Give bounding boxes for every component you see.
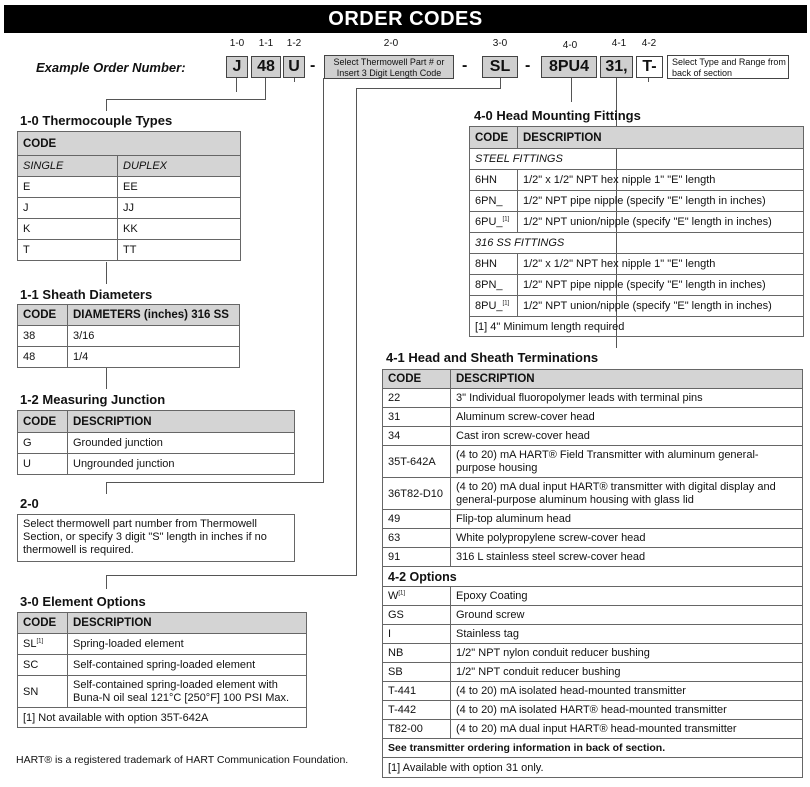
cell-code: T-441 — [383, 682, 451, 701]
connector-line — [648, 78, 649, 82]
connector-line — [265, 78, 266, 100]
cell-description: 3/16 — [68, 326, 240, 347]
table-row — [383, 446, 803, 478]
cell-code: 8HN — [470, 254, 518, 275]
sheath-diameter-table — [17, 304, 240, 368]
column-header: DESCRIPTION — [68, 613, 307, 634]
table-row — [383, 529, 803, 548]
code-box-thermocouple: J — [226, 56, 248, 78]
separator-dash: - — [525, 57, 531, 74]
footnote: [1] 4" Minimum length required — [470, 317, 804, 337]
table-row — [18, 198, 241, 219]
connector-line — [106, 262, 107, 284]
cell-description: 1/2" x 1/2" NPT hex nipple 1" "E" length — [518, 170, 804, 191]
element-options-table — [17, 612, 307, 728]
cell-code: 63 — [383, 529, 451, 548]
separator-dash: - — [462, 57, 468, 74]
segment-number: 2-0 — [383, 38, 399, 49]
cell-code: SN — [18, 676, 68, 708]
table-row — [383, 389, 803, 408]
cell-description: Ungrounded junction — [68, 454, 295, 475]
cell-description: 1/2" NPT pipe nipple (specify "E" length in inches) — [518, 275, 804, 296]
cell-description: (4 to 20) mA dual input HART® transmitter with digital display and general-purpose aluminum housing with glass lid — [451, 478, 803, 510]
cell-code: NB — [383, 644, 451, 663]
table-row — [383, 720, 803, 739]
cell-code: 38 — [18, 326, 68, 347]
column-header: SINGLE — [18, 156, 118, 177]
cell-description: 1/4 — [68, 347, 240, 368]
cell-description: 1/2" NPT conduit reducer bushing — [451, 663, 803, 682]
connector-line — [236, 78, 237, 92]
cell-code: 35T-642A — [383, 446, 451, 478]
column-header: DIAMETERS (inches) 316 SS — [68, 305, 240, 326]
table-row — [470, 275, 804, 296]
footnote: [1] Available with option 31 only. — [383, 758, 803, 778]
section-title-1-1: 1-1 Sheath Diameters — [20, 287, 153, 302]
table-row — [18, 326, 240, 347]
cell-code: T-442 — [383, 701, 451, 720]
connector-line — [356, 88, 357, 575]
column-header: CODE — [18, 411, 68, 433]
head-fittings-table — [469, 126, 804, 337]
section-title-4-0: 4-0 Head Mounting Fittings — [474, 108, 641, 123]
cell-description: Self-contained spring-loaded element with Buna-N oil seal 121°C [250°F] 100 PSI Max. — [68, 676, 307, 708]
table-row — [470, 170, 804, 191]
thermocouple-table — [17, 131, 241, 261]
cell-code: 8PU_[1] — [470, 296, 518, 317]
cell-code: T82-00 — [383, 720, 451, 739]
cell-code: K — [18, 219, 118, 240]
table-row — [383, 625, 803, 644]
connector-line — [106, 367, 107, 389]
cell-code: 91 — [383, 548, 451, 567]
table-row — [18, 219, 241, 240]
column-header: DESCRIPTION — [451, 370, 803, 389]
connector-line — [106, 482, 107, 494]
cell-description: (4 to 20) mA isolated head-mounted transmitter — [451, 682, 803, 701]
connector-line — [500, 78, 501, 89]
connector-line — [106, 575, 107, 589]
table-row — [18, 655, 307, 676]
cell-description: 1/2" NPT union/nipple (specify "E" length in inches) — [518, 296, 804, 317]
cell-code: SB — [383, 663, 451, 682]
code-box-element: SL — [482, 56, 518, 78]
cell-description: (4 to 20) mA dual input HART® head-mounted transmitter — [451, 720, 803, 739]
cell-code: 6PU_[1] — [470, 212, 518, 233]
cell-code: 8PN_ — [470, 275, 518, 296]
cell-code: 36T82-D10 — [383, 478, 451, 510]
code-box-options: T- — [636, 56, 663, 78]
table-row — [18, 676, 307, 708]
cell-description: (4 to 20) mA HART® Field Transmitter with aluminum general-purpose housing — [451, 446, 803, 478]
cell-description: 1/2" NPT nylon conduit reducer bushing — [451, 644, 803, 663]
range-note: Select Type and Range from back of section — [667, 55, 789, 79]
section-title-4-1: 4-1 Head and Sheath Terminations — [386, 350, 599, 365]
cell-code: I — [383, 625, 451, 644]
cell-description: Epoxy Coating — [451, 587, 803, 606]
table-row — [383, 408, 803, 427]
table-row — [18, 454, 295, 475]
code-box-diameter: 48 — [251, 56, 281, 78]
column-header: DESCRIPTION — [518, 127, 804, 149]
column-header: CODE — [18, 613, 68, 634]
column-header: DUPLEX — [118, 156, 241, 177]
trademark-note: HART® is a registered trademark of HART Communication Foundation. — [16, 754, 349, 766]
segment-number: 4-2 — [641, 38, 657, 49]
table-row — [383, 478, 803, 510]
connector-line — [323, 78, 324, 483]
cell-code: 6HN — [470, 170, 518, 191]
table-row — [383, 644, 803, 663]
table-row — [470, 191, 804, 212]
cell-description: 3" Individual fluoropolymer leads with terminal pins — [451, 389, 803, 408]
column-header: CODE — [18, 305, 68, 326]
column-header: DESCRIPTION — [68, 411, 295, 433]
cell-description: 1/2" x 1/2" NPT hex nipple 1" "E" length — [518, 254, 804, 275]
table-row — [383, 682, 803, 701]
cell-code: 31 — [383, 408, 451, 427]
cell-code: 49 — [383, 510, 451, 529]
column-header: CODE — [383, 370, 451, 389]
cell-code: EE — [118, 177, 241, 198]
segment-number: 1-0 — [229, 38, 245, 49]
cell-code: 48 — [18, 347, 68, 368]
table-row — [383, 606, 803, 625]
cell-description: Flip-top aluminum head — [451, 510, 803, 529]
cell-description: Cast iron screw-cover head — [451, 427, 803, 446]
table-row — [470, 212, 804, 233]
cell-description: 316 L stainless steel screw-cover head — [451, 548, 803, 567]
table-row — [470, 296, 804, 317]
transmitter-note: See transmitter ordering information in back of section. — [383, 739, 803, 758]
table-row — [18, 433, 295, 454]
cell-description: (4 to 20) mA isolated HART® head-mounted transmitter — [451, 701, 803, 720]
connector-line — [294, 78, 295, 82]
footnote: [1] Not available with option 35T-642A — [18, 708, 307, 728]
cell-code: 34 — [383, 427, 451, 446]
segment-number: 3-0 — [492, 38, 508, 49]
table-row — [383, 701, 803, 720]
cell-code: W[1] — [383, 587, 451, 606]
cell-description: Stainless tag — [451, 625, 803, 644]
segment-number: 1-2 — [286, 38, 302, 49]
table-row — [18, 240, 241, 261]
cell-code: J — [18, 198, 118, 219]
code-box-fitting: 8PU4 — [541, 56, 597, 78]
cell-code: G — [18, 433, 68, 454]
segment-number: 4-0 — [562, 40, 578, 51]
cell-code: SC — [18, 655, 68, 676]
cell-description: 1/2" NPT pipe nipple (specify "E" length in inches) — [518, 191, 804, 212]
table-row — [470, 254, 804, 275]
table-row — [383, 427, 803, 446]
section-title-2-0: 2-0 — [20, 496, 39, 511]
cell-description: Ground screw — [451, 606, 803, 625]
cell-description: Self-contained spring-loaded element — [68, 655, 307, 676]
cell-description: White polypropylene screw-cover head — [451, 529, 803, 548]
cell-code: SL[1] — [18, 634, 68, 655]
cell-code: 6PN_ — [470, 191, 518, 212]
cell-code: U — [18, 454, 68, 475]
code-box-termination: 31, — [600, 56, 633, 78]
segment-number: 1-1 — [258, 38, 274, 49]
cell-description: Grounded junction — [68, 433, 295, 454]
table-row — [383, 510, 803, 529]
cell-code: T — [18, 240, 118, 261]
table-row — [383, 663, 803, 682]
junction-table — [17, 410, 295, 475]
section-title-3-0: 3-0 Element Options — [20, 594, 146, 609]
separator-dash: - — [310, 57, 316, 74]
table-row — [18, 347, 240, 368]
code-box-thermowell-note: Select Thermowell Part # or Insert 3 Digit Length Code — [324, 55, 454, 79]
connector-line — [571, 78, 572, 102]
cell-description: Spring-loaded element — [68, 634, 307, 655]
connector-line — [356, 88, 501, 89]
table-row — [383, 587, 803, 606]
cell-code: KK — [118, 219, 241, 240]
code-box-junction: U — [283, 56, 305, 78]
cell-code: JJ — [118, 198, 241, 219]
cell-code: TT — [118, 240, 241, 261]
connector-line — [106, 575, 357, 576]
cell-code: GS — [383, 606, 451, 625]
group-header: STEEL FITTINGS — [470, 149, 804, 170]
section-title-1-0: 1-0 Thermocouple Types — [20, 113, 173, 128]
connector-line — [106, 99, 107, 111]
connector-line — [106, 99, 266, 100]
group-header: 316 SS FITTINGS — [470, 233, 804, 254]
thermowell-instructions: Select thermowell part number from Thermowell Section, or specify 3 digit "S" length in inches if no thermowell is required. — [17, 514, 295, 562]
segment-number: 4-1 — [611, 38, 627, 49]
cell-description: 1/2" NPT union/nipple (specify "E" length in inches) — [518, 212, 804, 233]
example-order-label: Example Order Number: — [36, 60, 186, 75]
section-title-1-2: 1-2 Measuring Junction — [20, 392, 166, 407]
section-title-4-2: 4-2 Options — [383, 567, 803, 587]
cell-code: 22 — [383, 389, 451, 408]
table-row — [18, 634, 307, 655]
column-header: CODE — [470, 127, 518, 149]
table-row — [18, 177, 241, 198]
page-title: ORDER CODES — [4, 5, 807, 33]
terminations-table — [382, 369, 803, 778]
connector-line — [106, 482, 324, 483]
table-row — [383, 548, 803, 567]
cell-description: Aluminum screw-cover head — [451, 408, 803, 427]
cell-code: E — [18, 177, 118, 198]
table-header: CODE — [18, 132, 241, 156]
